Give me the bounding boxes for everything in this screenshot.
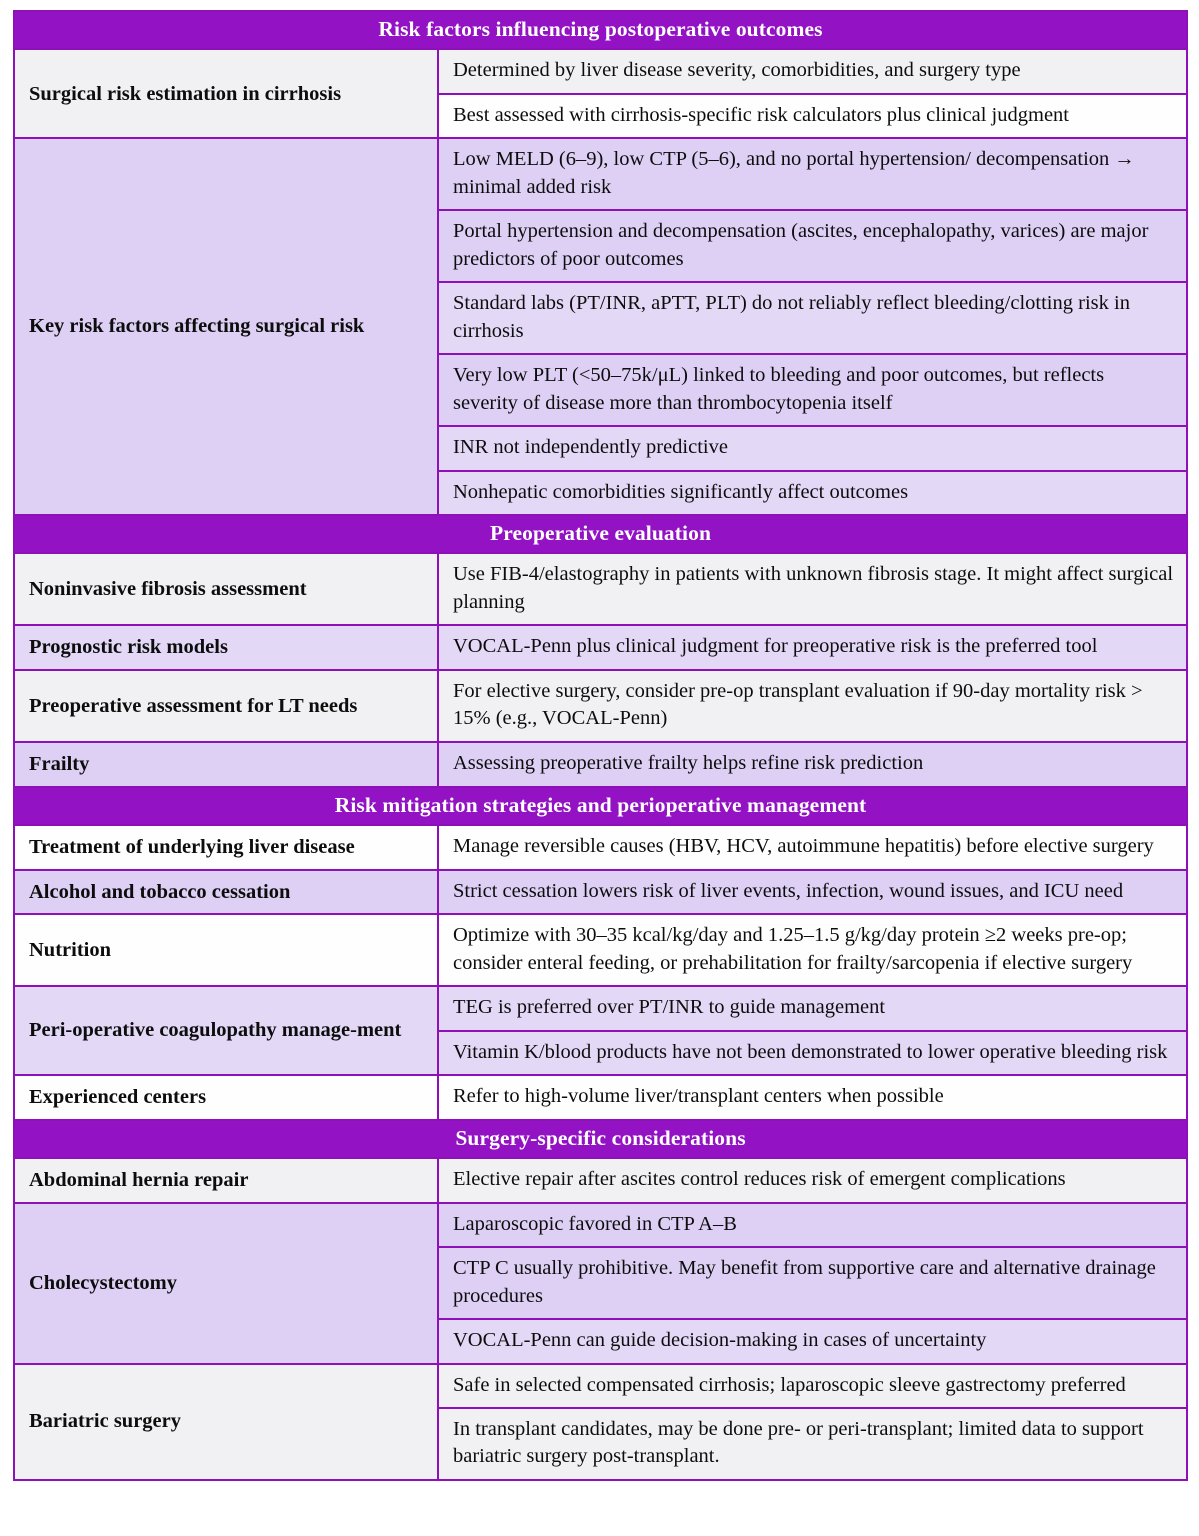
table-row [14, 49, 1187, 93]
row-label: Prognostic risk models [14, 625, 438, 670]
row-label: Cholecystectomy [14, 1203, 438, 1364]
row-detail: In transplant candidates, may be done pre- or peri-transplant; limited data to support bariatric surgery post-transplant. [438, 1408, 1187, 1480]
section-header-row [14, 515, 1187, 553]
table-row [14, 1364, 1187, 1408]
table-row [14, 138, 1187, 210]
row-label: Surgical risk estimation in cirrhosis [14, 49, 438, 138]
row-detail: Vitamin K/blood products have not been demonstrated to lower operative bleeding risk [438, 1031, 1187, 1075]
row-label: Bariatric surgery [14, 1364, 438, 1480]
row-label: Nutrition [14, 914, 438, 986]
row-detail: VOCAL-Penn plus clinical judgment for preoperative risk is the preferred tool [438, 625, 1187, 670]
table-row [14, 1203, 1187, 1247]
section-header-row [14, 787, 1187, 825]
row-detail: Determined by liver disease severity, comorbidities, and surgery type [438, 49, 1187, 93]
table-row [14, 1075, 1187, 1120]
row-detail: Refer to high-volume liver/transplant centers when possible [438, 1075, 1187, 1120]
row-detail: CTP C usually prohibitive. May benefit from supportive care and alternative drainage procedures [438, 1247, 1187, 1319]
section-title: Surgery-specific considerations [14, 1120, 1187, 1158]
table-body [14, 11, 1187, 1480]
section-header-row [14, 1120, 1187, 1158]
table-row [14, 625, 1187, 670]
row-label: Abdominal hernia repair [14, 1158, 438, 1203]
row-detail: Use FIB-4/elastography in patients with unknown fibrosis stage. It might affect surgical planning [438, 553, 1187, 625]
row-detail: For elective surgery, consider pre-op transplant evaluation if 90-day mortality risk > 15% (e.g., VOCAL-Penn) [438, 670, 1187, 742]
row-detail: VOCAL-Penn can guide decision-making in cases of uncertainty [438, 1319, 1187, 1363]
table-row [14, 742, 1187, 787]
section-title: Risk mitigation strategies and perioperative management [14, 787, 1187, 825]
row-detail: Portal hypertension and decompensation (ascites, encephalopathy, varices) are major predictors of poor outcomes [438, 210, 1187, 282]
row-detail: Standard labs (PT/INR, aPTT, PLT) do not reliably reflect bleeding/clotting risk in cirrhosis [438, 282, 1187, 354]
row-label: Key risk factors affecting surgical risk [14, 138, 438, 515]
row-detail: INR not independently predictive [438, 426, 1187, 470]
row-detail: Assessing preoperative frailty helps refine risk prediction [438, 742, 1187, 787]
row-detail: Manage reversible causes (HBV, HCV, autoimmune hepatitis) before elective surgery [438, 825, 1187, 870]
row-label: Preoperative assessment for LT needs [14, 670, 438, 742]
table-row [14, 1158, 1187, 1203]
row-detail: Strict cessation lowers risk of liver events, infection, wound issues, and ICU need [438, 870, 1187, 915]
section-header-row [14, 11, 1187, 49]
row-detail: Laparoscopic favored in CTP A–B [438, 1203, 1187, 1247]
table-row [14, 670, 1187, 742]
row-detail: Best assessed with cirrhosis-specific risk calculators plus clinical judgment [438, 94, 1187, 138]
row-detail: Very low PLT (<50–75k/μL) linked to bleeding and poor outcomes, but reflects severity of disease more than thrombocytopenia itself [438, 354, 1187, 426]
section-title: Preoperative evaluation [14, 515, 1187, 553]
row-detail: Low MELD (6–9), low CTP (5–6), and no portal hypertension/ decompensation → minimal added risk [438, 138, 1187, 210]
table-row [14, 986, 1187, 1030]
row-detail: Nonhepatic comorbidities significantly affect outcomes [438, 471, 1187, 515]
row-detail: Optimize with 30–35 kcal/kg/day and 1.25–1.5 g/kg/day protein ≥2 weeks pre-op; consider enteral feeding, or prehabilitation for frailty/sarcopenia if elective surgery [438, 914, 1187, 986]
row-label: Alcohol and tobacco cessation [14, 870, 438, 915]
row-detail: Elective repair after ascites control reduces risk of emergent complications [438, 1158, 1187, 1203]
table-row [14, 870, 1187, 915]
row-label: Treatment of underlying liver disease [14, 825, 438, 870]
row-label: Experienced centers [14, 1075, 438, 1120]
section-title: Risk factors influencing postoperative outcomes [14, 11, 1187, 49]
row-detail: TEG is preferred over PT/INR to guide management [438, 986, 1187, 1030]
row-label: Peri-operative coagulopathy manage-ment [14, 986, 438, 1075]
table-row [14, 825, 1187, 870]
postoperative-risk-table [13, 10, 1188, 1481]
row-label: Frailty [14, 742, 438, 787]
table-row [14, 553, 1187, 625]
table-row [14, 914, 1187, 986]
row-label: Noninvasive fibrosis assessment [14, 553, 438, 625]
row-detail: Safe in selected compensated cirrhosis; laparoscopic sleeve gastrectomy preferred [438, 1364, 1187, 1408]
